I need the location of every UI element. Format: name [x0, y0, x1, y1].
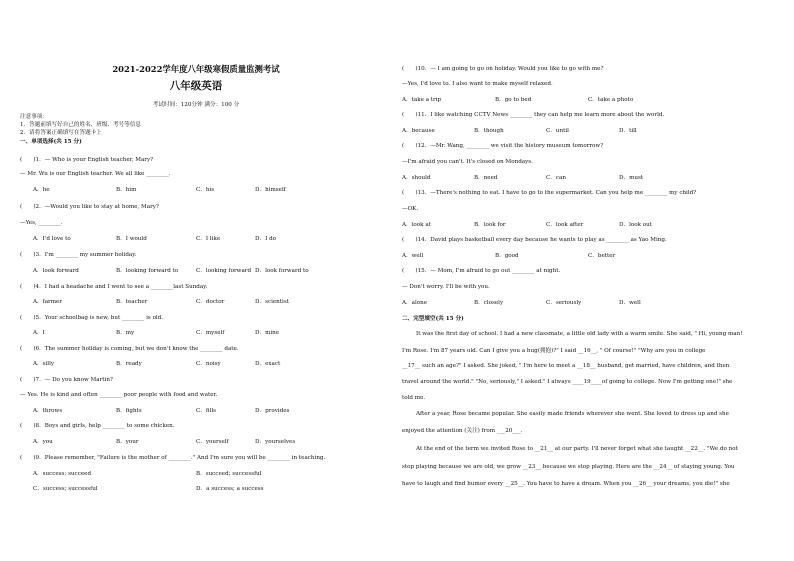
q4-stem: ( )4．I had a headache and I went to see a ________last Sunday. [20, 284, 208, 290]
q15-line2: — Don't worry. I'll be with you. [402, 284, 490, 290]
q15-stem: ( )15．— Mom, I'm afraid to go out ________ at night. [402, 268, 561, 274]
passage-line: travel around the world." "No, seriously," I asked." I always ____19____of going to college. Now I'm getting one!" she [402, 379, 733, 385]
q9-option-b: B．succeed; successful [196, 471, 262, 477]
q2-option-a: A．I'd love to [33, 236, 71, 242]
q13-option-a: A．look at [402, 222, 431, 228]
q3-stem: ( )3．I'm ________ my summer holiday. [20, 252, 137, 258]
q7-option-b: B．fights [116, 408, 142, 414]
q6-option-a: A．silly [33, 361, 55, 367]
q14-option-b: B．good [495, 253, 519, 259]
q9-option-c: C．success; successful [33, 486, 98, 492]
q3-option-d: D．look forward to [255, 268, 309, 274]
q13-stem: ( )13．—There's nothing to eat. I have to go to the supermarket. Can you help me ________ my child? [402, 190, 697, 196]
q2-stem: ( )2．—Would you like to stay at home, Mary? [20, 204, 159, 210]
q12-option-c: C．can [546, 175, 566, 181]
q8-option-c: C．yourself [196, 439, 229, 445]
q5-option-c: C．myself [196, 330, 225, 336]
q13-line2: —OK. [402, 206, 419, 212]
exam-title: 2021-2022学年度八年级寒假质量监测考试 [112, 64, 280, 74]
q12-line2: —I'm afraid you can't. It's closed on Mondays. [402, 159, 533, 165]
q3-option-c: C．looking forward [196, 268, 252, 274]
q1-stem: ( )1．— Who is your English teacher, Mary? [20, 157, 154, 163]
q2-line2: —Yes, ________. [20, 220, 63, 226]
q12-option-a: A．should [402, 175, 431, 181]
q5-stem: ( )5．Your schoolbag is new, but ________ is old. [20, 315, 164, 321]
q7-option-a: A．throws [33, 408, 63, 414]
q12-option-b: B．need [474, 175, 498, 181]
q6-stem: ( )6．The summer holiday is coming, but we don't know the ________ date. [20, 346, 239, 352]
q15-option-d: D．well [619, 300, 641, 306]
q10-option-b: B．go to bed [495, 97, 532, 103]
q15-option-a: A．alone [402, 300, 428, 306]
passage-line: __17__ such an age?" I asked. She joked, " I'm here to meet a __18__ husband, get married, have children, and then [402, 363, 730, 369]
q4-option-b: B．teacher [116, 299, 148, 305]
q11-option-b: B．though [474, 128, 504, 134]
q6-option-d: D．exact [255, 361, 281, 367]
q13-option-c: C．look after [546, 222, 584, 228]
q10-option-c: C．take a photo [588, 97, 634, 103]
q6-option-b: B．ready [116, 361, 142, 367]
q12-stem: ( )12．—Mr. Wang, ________ we visit the history museum tomorrow? [402, 143, 604, 149]
time-info: 考试时间：120分钟 满分：100 分 [152, 102, 240, 108]
q10-line2: —Yes, I'd love to. I also want to make myself relaxed. [402, 81, 553, 87]
note-1: 1．答题前填写好自己的姓名、班级、考号等信息 [20, 122, 142, 128]
section-2-title: 二、完型填空(共 15 分) [402, 316, 464, 322]
q15-option-c: C．seriously [546, 300, 582, 306]
q6-option-c: C．noisy [196, 361, 221, 367]
q4-option-c: C．doctor [196, 299, 225, 305]
q5-option-b: B．my [116, 330, 135, 336]
q1-option-b: B．him [116, 187, 137, 193]
q2-option-d: D．I do [255, 236, 277, 242]
q8-option-d: D．yourselves [255, 439, 296, 445]
q1-option-c: C．his [196, 187, 215, 193]
passage-line: enjoyed the attention (关注) from ___20___. [402, 428, 523, 434]
q2-option-b: B．I would [116, 236, 147, 242]
q1-option-a: A．he [33, 187, 50, 193]
q9-stem: ( )9．Please remember, "Failure is the mother of ________." And I'm sure you will be ________ in teaching. [20, 455, 326, 461]
q8-option-b: B．your [116, 439, 139, 445]
q11-option-c: C．until [546, 128, 569, 134]
q14-option-a: A．well [402, 253, 424, 259]
q8-stem: ( )8．Boys and girls, help ________ to some chicken. [20, 423, 175, 429]
q10-option-a: A．take a trip [402, 97, 442, 103]
q5-option-a: A．I [33, 330, 45, 336]
q7-stem: ( )7．— Do you know Martin? [20, 377, 113, 383]
q2-option-c: C．I like [196, 236, 221, 242]
q11-option-d: D．till [619, 128, 637, 134]
q15-option-b: B．closely [474, 300, 504, 306]
note-2: 2．请将答案正确填写在答题卡上 [20, 130, 102, 136]
q1-option-d: D．himself [255, 187, 286, 193]
q11-option-a: A．because [402, 128, 435, 134]
q13-option-d: D．look out [619, 222, 652, 228]
q3-option-a: A．look forward [33, 268, 79, 274]
q10-stem: ( )10．— I am going to go on holiday. Would you like to go with me? [402, 66, 604, 72]
q3-option-b: B．looking forward to [116, 268, 179, 274]
passage-line: have to laugh and find humor every __25__. You have to have a dream. When you __26__ your dreams, you die!" she [402, 481, 730, 487]
q14-stem: ( )14．David plays basketball every day because he wants to play as ________ as Yao Ming. [402, 237, 667, 243]
q7-option-d: D．provides [255, 408, 290, 414]
q8-option-a: A．you [33, 439, 53, 445]
q4-option-d: D．scientist [255, 299, 289, 305]
q5-option-d: D．mine [255, 330, 280, 336]
q9-option-d: D．a success; a success [196, 486, 264, 492]
q14-option-c: C．better [588, 253, 616, 259]
passage-line: I'm Rose. I'm 87 years old. Can I give you a hug(拥抱)?" I said __16__, " Of course!" "Why are you in college [402, 348, 706, 354]
passage-line: It was the first day of school. I had a new classmate, a little old lady with a warm smile. She said, " Hi, young man! [416, 331, 743, 337]
notes-title: 注意事项： [20, 114, 48, 120]
q7-line2: — Yes. He is kind and often ________ poor people with food and water. [20, 392, 218, 398]
q4-option-a: A．farmer [33, 299, 63, 305]
q11-stem: ( )11．I like watching CCTV News ________ they can help me learn more about the world. [402, 112, 665, 118]
section-1-title: 一、单项选择(共 15 分) [20, 139, 82, 145]
q13-option-b: B．look for [474, 222, 506, 228]
q12-option-d: D．must [619, 175, 644, 181]
q7-option-c: C．fills [196, 408, 217, 414]
subject-title: 八年级英语 [169, 80, 223, 92]
q1-line2: — Mr. Wu is our English teacher. We all like ________. [20, 171, 171, 177]
passage-line: stop playing because we are old, we grow __23__ because we stop playing. Here are the __24__ of staying young. You [402, 464, 735, 470]
passage-line: At the end of the term we invited Rose to __21__ at our party. I'll never forget what she taught __22__. "We do not [416, 446, 738, 452]
passage-line: After a year, Rose became popular. She easily made friends wherever she went. She loved to dress up and she [416, 411, 729, 417]
passage-line: told me. [402, 395, 426, 401]
q9-option-a: A．success; succeed [33, 471, 92, 477]
